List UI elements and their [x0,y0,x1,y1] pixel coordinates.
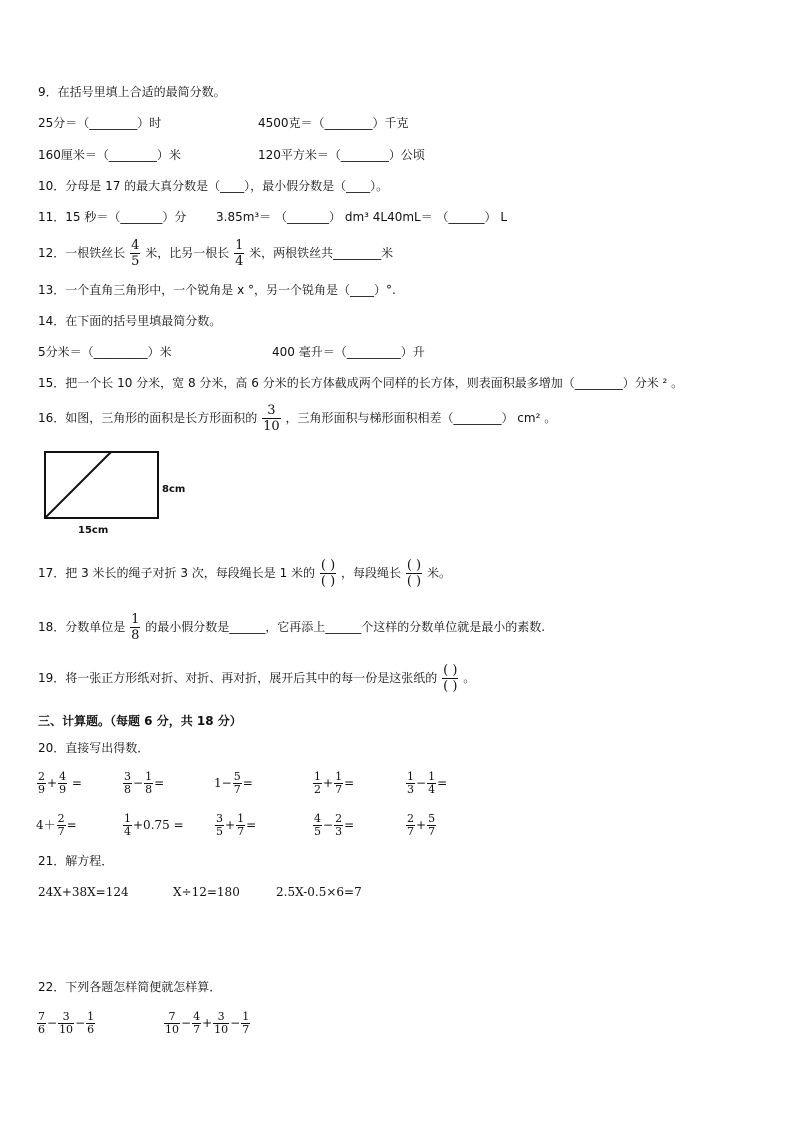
operator: − [133,776,144,790]
equals-sign: = [437,776,448,790]
q20-expression [214,808,256,842]
operator: − [75,1016,86,1030]
fraction: $\frac{3}{10}$ [59,1010,74,1036]
q21-equation-1: 24X+38X=124 [38,885,129,899]
q17-part2: ，每段绳长 [341,566,402,580]
q11-a: 11．15 秒＝（_______）分 [38,210,187,224]
fraction-a: $\frac{4}{5}$ [314,812,321,838]
q9-d: 120平方米＝（________）公顷 [258,148,425,162]
width-label: 15cm [78,525,109,536]
section-3-heading: 三、计算题。（每题 6 分，共 18 分） [38,714,242,728]
fraction-a: $\frac{2}{7}$ [407,812,414,838]
rectangle-figure [38,446,208,538]
q17-part3: 米。 [426,566,451,580]
q16-part1: 16．如图，三角形的面积是长方形面积的 [38,411,258,425]
q12-fraction-1: $\frac{4}{5}$ [131,238,140,269]
diagonal-line [45,452,111,518]
q20-expression [405,766,447,800]
fraction: $\frac{3}{10}$ [214,1010,229,1036]
q12-part3: 米，两根铁丝共________米 [249,246,394,260]
q13: 13．一个直角三角形中，一个锐角是 x °，另一个锐角是（____）°. [38,283,396,297]
operator: − [323,818,334,832]
q12 [38,238,393,269]
q16 [38,398,556,438]
q20-expression [312,766,354,800]
q18-fraction: $\frac{1}{8}$ [131,612,140,643]
q18-part1: 18．分数单位是 [38,620,126,634]
q19 [38,658,475,698]
q14-a: 5分米＝（_________）米 [38,345,172,359]
q10: 10．分母是 17 的最大真分数是（____），最小假分数是（____）。 [38,179,389,193]
q12-part1: 12．一根铁丝长 [38,246,126,260]
fraction-b: $\frac{5}{7}$ [233,770,241,796]
fraction-b: $\frac{2}{7}$ [57,812,65,838]
q20-expression [312,808,354,842]
fraction-a: $\frac{1}{2}$ [314,770,321,796]
equals-sign: = [344,818,355,832]
fraction-b: $\frac{4}{9}$ [59,770,67,796]
q20-expression [122,766,164,800]
q14-title: 14．在下面的括号里填最简分数。 [38,314,222,328]
q20-expression [36,766,82,800]
equals-sign: = [66,818,77,832]
q12-part2: 米，比另一根长 [145,246,230,260]
operator: +0.75 = [133,818,184,832]
q20-expression [36,808,77,842]
q15: 15．把一个长 10 分米，宽 8 分米，高 6 分米的长方体截成两个同样的长方体，则表面积最多增加（________）分米 ² 。 [38,376,684,390]
fraction-a: $\frac{3}{8}$ [124,770,131,796]
fraction-b: $\frac{1}{8}$ [145,770,153,796]
fraction-b: $\frac{1}{7}$ [237,812,245,838]
q9-title: 9．在括号里填上合适的最简分数。 [38,85,226,99]
fraction: $\frac{1}{6}$ [87,1010,95,1036]
operator: − [230,1016,241,1030]
fraction: $\frac{4}{7}$ [193,1010,201,1036]
expression-prefix: 4＋ [36,818,56,832]
fraction-b: $\frac{5}{7}$ [428,812,436,838]
height-label: 8cm [162,484,186,495]
equals-sign: = [344,776,355,790]
q17-part1: 17．把 3 米长的绳子对折 3 次，每段绳长是 1 米的 [38,566,316,580]
fraction-a: $\frac{1}{4}$ [124,812,131,838]
q16-part2: ，三角形面积与梯形面积相差（________） cm² 。 [285,411,557,425]
q12-fraction-2: $\frac{1}{4}$ [235,238,244,269]
operator: − [47,1016,58,1030]
q20-expression [214,766,253,800]
q9-a: 25分＝（________）时 [38,116,162,130]
q9-c: 160厘米＝（________）米 [38,148,181,162]
equals-sign: = [68,776,82,790]
operator: + [225,818,236,832]
q14-b: 400 毫升＝（_________）升 [272,345,425,359]
fraction: $\frac{7}{6}$ [38,1010,45,1036]
q17-blank-fraction-2: $\frac{( )}{( )}$ [406,558,422,589]
q16-fraction: $\frac{3}{10}$ [263,403,280,434]
fraction-b: $\frac{2}{3}$ [335,812,343,838]
operator: + [202,1016,213,1030]
q20-expression [405,808,437,842]
fraction-a: $\frac{1}{3}$ [407,770,414,796]
operator: − [181,1016,192,1030]
fraction-a: $\frac{3}{5}$ [216,812,223,838]
equals-sign: = [246,818,257,832]
q21-title: 21．解方程． [38,854,114,868]
q22-expression-1 [36,1006,96,1040]
operator: + [323,776,334,790]
q9-b: 4500克＝（________）千克 [258,116,409,130]
q18 [38,607,545,647]
operator: + [47,776,58,790]
operator: − [416,776,427,790]
fraction: $\frac{1}{7}$ [242,1010,250,1036]
q21-equation-2: X÷12=180 [173,885,240,899]
q17-blank-fraction-1: $\frac{( )}{( )}$ [320,558,336,589]
expression-prefix: 1− [214,776,232,790]
q19-part1: 19．将一张正方形纸对折、对折、再对折，展开后其中的每一份是这张纸的 [38,671,438,685]
q19-blank-fraction: $\frac{( )}{( )}$ [443,663,458,694]
equals-sign: = [154,776,165,790]
q11-b: 3.85m³＝ （_______） dm³ 4L40mL＝ （______） L [216,210,508,224]
q18-part2: 的最小假分数是______，它再添上______个这样的分数单位就是最小的素数. [145,620,546,634]
fraction: $\frac{7}{10}$ [165,1010,179,1036]
fraction-b: $\frac{1}{7}$ [335,770,343,796]
fraction-b: $\frac{1}{4}$ [428,770,436,796]
q22-expression-2 [163,1006,251,1040]
q21-equation-3: 2.5X-0.5×6=7 [276,885,362,899]
equals-sign: = [242,776,253,790]
fraction-a: $\frac{2}{9}$ [38,770,45,796]
q20-title: 20．直接写出得数． [38,741,150,755]
q19-part2: 。 [463,671,476,685]
q17 [38,553,451,593]
q20-expression [122,808,184,842]
operator: + [416,818,427,832]
q22-title: 22．下列各题怎样简便就怎样算． [38,980,222,994]
